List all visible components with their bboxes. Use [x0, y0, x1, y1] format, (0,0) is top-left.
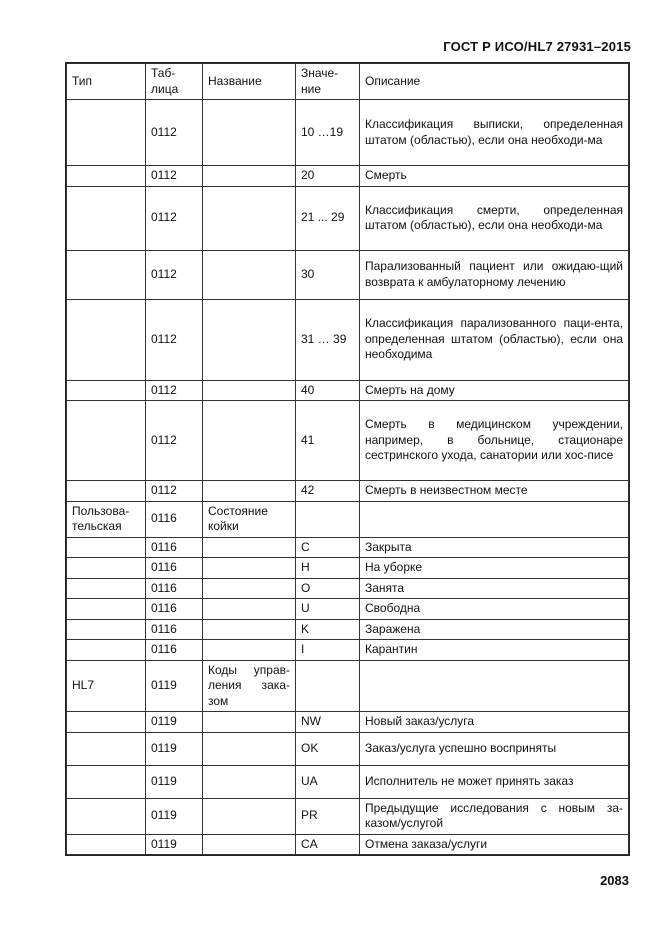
cell-value: H	[296, 558, 360, 579]
cell-table: 0112	[146, 166, 203, 187]
cell-description: Заражена	[360, 619, 629, 640]
cell-name	[203, 798, 296, 834]
table-row	[67, 166, 629, 187]
cell-value: 40	[296, 380, 360, 401]
col-header-table: Таб- лица	[146, 64, 203, 100]
cell-value: K	[296, 619, 360, 640]
table-row	[67, 578, 629, 599]
cell-type	[67, 712, 146, 733]
cell-description: Смерть в неизвестном месте	[360, 481, 629, 502]
cell-description: Классификация смерти, определенная штатом (областью), если она необходи-ма	[360, 186, 629, 250]
cell-type	[67, 401, 146, 481]
cell-name	[203, 481, 296, 502]
cell-value: O	[296, 578, 360, 599]
cell-table: 0116	[146, 558, 203, 579]
cell-description: Классификация парализованного паци-ента, определенная штатом (областью), если она необходима	[360, 299, 629, 380]
table-row	[67, 250, 629, 299]
table-row	[67, 599, 629, 620]
cell-description: Отмена заказа/услуги	[360, 834, 629, 855]
cell-description: Новый заказ/услуга	[360, 712, 629, 733]
cell-name	[203, 100, 296, 166]
cell-table: 0112	[146, 250, 203, 299]
table-row	[67, 834, 629, 855]
cell-table: 0116	[146, 619, 203, 640]
table-row	[67, 798, 629, 834]
cell-value: UA	[296, 765, 360, 798]
cell-table: 0119	[146, 660, 203, 712]
cell-table: 0116	[146, 501, 203, 537]
cell-name	[203, 380, 296, 401]
cell-name	[203, 299, 296, 380]
table-row	[67, 380, 629, 401]
cell-name	[203, 640, 296, 661]
cell-name	[203, 166, 296, 187]
cell-description	[360, 660, 629, 712]
cell-description: Заказ/услуга успешно восприняты	[360, 732, 629, 765]
cell-description: Занята	[360, 578, 629, 599]
cell-name	[203, 619, 296, 640]
table-row	[67, 660, 629, 712]
cell-description: Смерть на дому	[360, 380, 629, 401]
cell-table: 0112	[146, 481, 203, 502]
cell-value: 41	[296, 401, 360, 481]
cell-type	[67, 640, 146, 661]
cell-value: I	[296, 640, 360, 661]
cell-name	[203, 186, 296, 250]
cell-type	[67, 250, 146, 299]
cell-description: Смерть	[360, 166, 629, 187]
table-row	[67, 186, 629, 250]
cell-description: Парализованный пациент или ожидаю-щий возврата к амбулаторному лечению	[360, 250, 629, 299]
cell-value: PR	[296, 798, 360, 834]
cell-type	[67, 186, 146, 250]
cell-table: 0116	[146, 537, 203, 558]
codes-table	[66, 63, 629, 855]
cell-table: 0116	[146, 599, 203, 620]
table-row	[67, 640, 629, 661]
col-header-description: Описание	[360, 64, 629, 100]
cell-name	[203, 401, 296, 481]
cell-table: 0116	[146, 578, 203, 599]
cell-name	[203, 558, 296, 579]
cell-table: 0112	[146, 401, 203, 481]
table-row	[67, 481, 629, 502]
cell-value: CA	[296, 834, 360, 855]
table-row	[67, 501, 629, 537]
cell-table: 0116	[146, 640, 203, 661]
col-header-value: Значе- ние	[296, 64, 360, 100]
cell-value: 21 ... 29	[296, 186, 360, 250]
cell-type	[67, 166, 146, 187]
cell-name: Коды управ-ления зака-зом	[203, 660, 296, 712]
cell-name	[203, 765, 296, 798]
table-row	[67, 558, 629, 579]
cell-table: 0119	[146, 798, 203, 834]
cell-value: C	[296, 537, 360, 558]
cell-description: Смерть в медицинском учреждении, например, в больнице, стационаре сестринского ухода, санатории или хос-писе	[360, 401, 629, 481]
cell-description: На уборке	[360, 558, 629, 579]
page-number: 2083	[600, 873, 629, 888]
cell-value	[296, 501, 360, 537]
cell-value	[296, 660, 360, 712]
cell-table: 0112	[146, 100, 203, 166]
cell-description: Исполнитель не может принять заказ	[360, 765, 629, 798]
cell-type	[67, 537, 146, 558]
col-header-type: Тип	[67, 64, 146, 100]
cell-description	[360, 501, 629, 537]
cell-name	[203, 599, 296, 620]
table-row	[67, 619, 629, 640]
table-row	[67, 732, 629, 765]
cell-name	[203, 578, 296, 599]
table-row	[67, 537, 629, 558]
cell-table: 0119	[146, 834, 203, 855]
table-row	[67, 712, 629, 733]
cell-description: Предыдущие исследования с новым за-казом/услугой	[360, 798, 629, 834]
standard-header: ГОСТ Р ИСО/HL7 27931–2015	[443, 39, 631, 54]
cell-type	[67, 299, 146, 380]
cell-value: 20	[296, 166, 360, 187]
col-header-name: Название	[203, 64, 296, 100]
cell-type	[67, 765, 146, 798]
table-row	[67, 765, 629, 798]
cell-table: 0112	[146, 186, 203, 250]
cell-type: HL7	[67, 660, 146, 712]
cell-name	[203, 250, 296, 299]
table-header-row	[67, 64, 629, 100]
cell-table: 0119	[146, 712, 203, 733]
cell-description: Карантин	[360, 640, 629, 661]
cell-type: Пользова-тельская	[67, 501, 146, 537]
cell-name: Состояние койки	[203, 501, 296, 537]
cell-type	[67, 834, 146, 855]
cell-name	[203, 712, 296, 733]
cell-type	[67, 481, 146, 502]
cell-table: 0119	[146, 732, 203, 765]
cell-description: Классификация выписки, определенная штатом (областью), если она необходи-ма	[360, 100, 629, 166]
cell-type	[67, 798, 146, 834]
table-row	[67, 299, 629, 380]
table-row	[67, 401, 629, 481]
cell-value: OK	[296, 732, 360, 765]
cell-value: NW	[296, 712, 360, 733]
cell-value: U	[296, 599, 360, 620]
cell-type	[67, 599, 146, 620]
cell-type	[67, 732, 146, 765]
cell-value: 42	[296, 481, 360, 502]
cell-table: 0112	[146, 299, 203, 380]
cell-description: Свободна	[360, 599, 629, 620]
cell-name	[203, 834, 296, 855]
cell-type	[67, 380, 146, 401]
cell-value: 30	[296, 250, 360, 299]
cell-type	[67, 578, 146, 599]
cell-value: 10 …19	[296, 100, 360, 166]
cell-type	[67, 558, 146, 579]
cell-name	[203, 537, 296, 558]
table-row	[67, 100, 629, 166]
cell-table: 0119	[146, 765, 203, 798]
cell-value: 31 … 39	[296, 299, 360, 380]
cell-table: 0112	[146, 380, 203, 401]
cell-description: Закрыта	[360, 537, 629, 558]
cell-name	[203, 732, 296, 765]
cell-type	[67, 100, 146, 166]
cell-type	[67, 619, 146, 640]
